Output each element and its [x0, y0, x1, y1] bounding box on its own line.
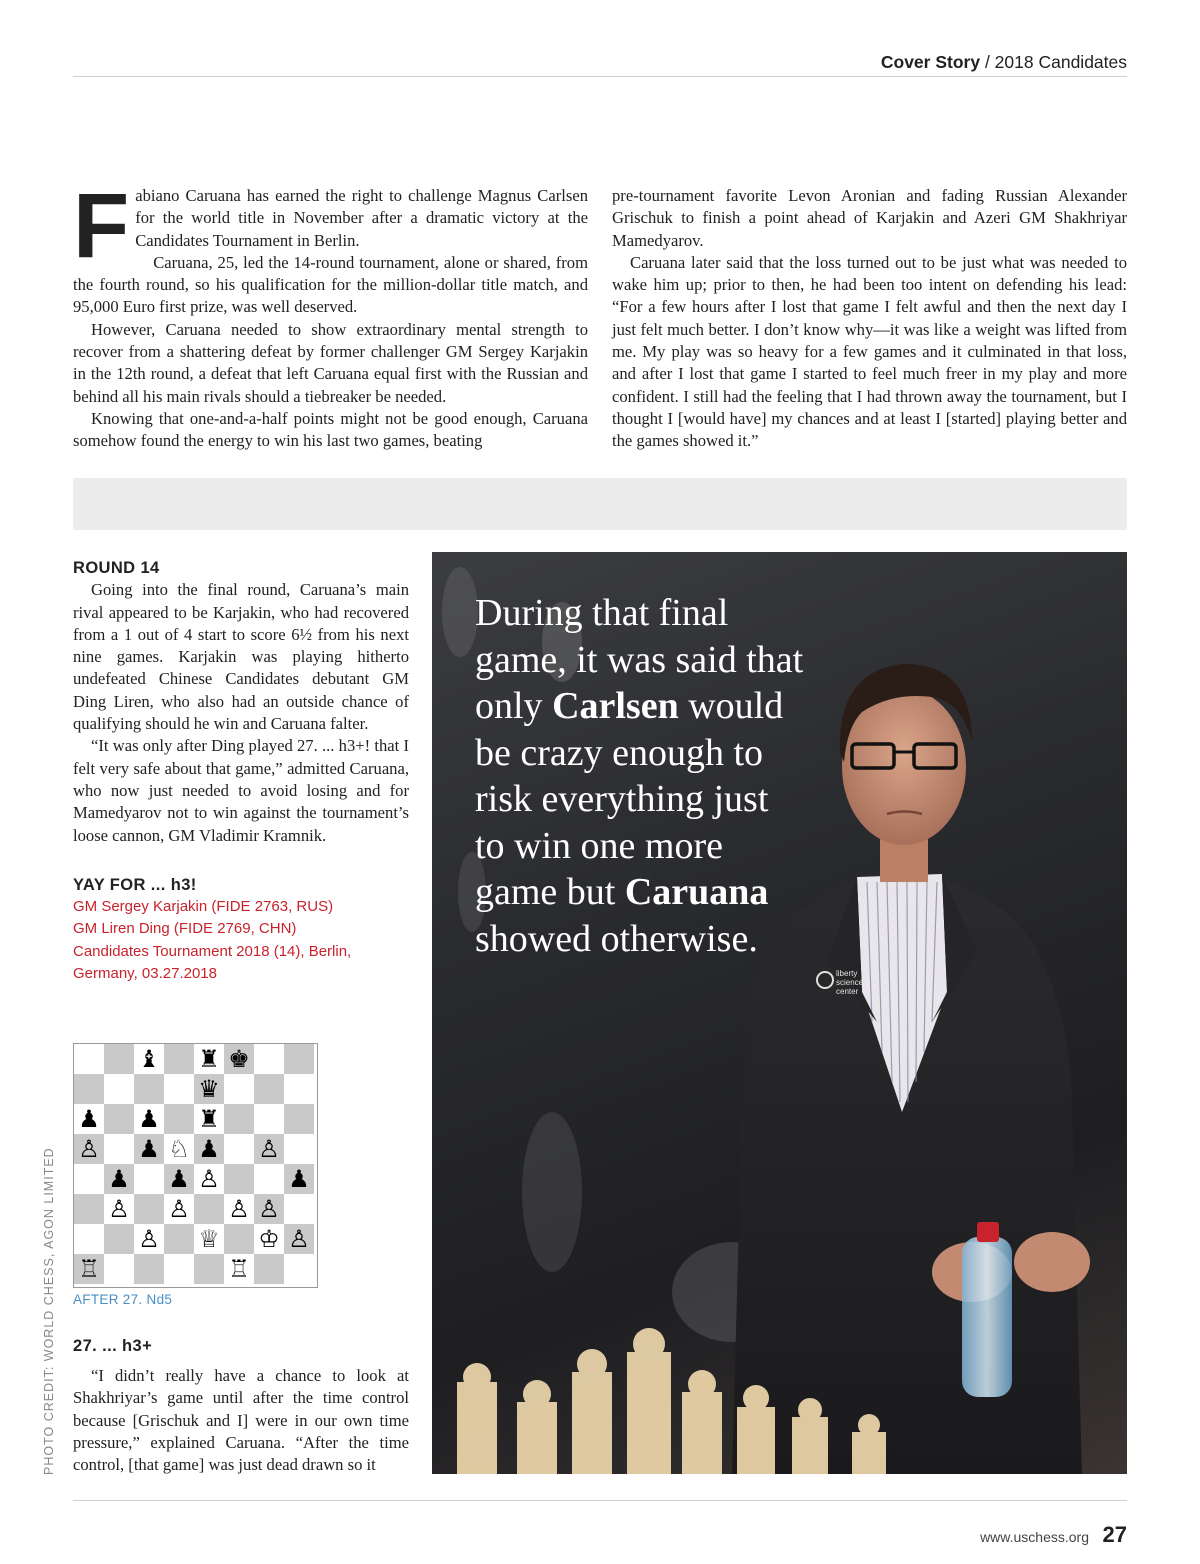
round14-section: [73, 557, 409, 985]
board-square: [224, 1074, 254, 1104]
board-square: [254, 1044, 284, 1074]
round14-heading: ROUND 14: [73, 559, 160, 577]
white-pawn-icon: ♙: [198, 1165, 220, 1193]
white-rook-icon: ♖: [78, 1255, 100, 1283]
move-commentary: [73, 1365, 409, 1476]
white-pawn-icon: ♙: [258, 1135, 280, 1163]
commentary-paragraph: “I didn’t really have a chance to look at Shakhriyar’s game until after the time control because [Grischuk and I] were in our own time pressure,” explained Caruana. “After the time control, [that game] was just dead drawn so it: [73, 1366, 409, 1475]
board-square: [134, 1164, 164, 1194]
board-square: [194, 1194, 224, 1224]
section-label: Cover Story: [880, 52, 981, 72]
footer-rule: [73, 1500, 1127, 1501]
black-queen-icon: ♛: [198, 1075, 220, 1103]
footer-url: www.uschess.org: [980, 1529, 1089, 1545]
board-square: [164, 1254, 194, 1284]
photo-credit: PHOTO CREDIT: WORLD CHESS, AGON LIMITED: [42, 1147, 56, 1475]
black-pawn-icon: ♟: [168, 1165, 190, 1193]
black-pawn-icon: ♟: [108, 1165, 130, 1193]
white-pawn-icon: ♙: [108, 1195, 130, 1223]
board-square: [224, 1164, 254, 1194]
black-bishop-icon: ♝: [138, 1045, 160, 1073]
black-pawn-icon: ♟: [138, 1135, 160, 1163]
board-square: [164, 1074, 194, 1104]
diagram-caption: AFTER 27. Nd5: [73, 1292, 173, 1307]
jacket-badge: liberty: [836, 969, 858, 978]
intro-column-right: [612, 185, 1127, 453]
intro-paragraph: Caruana later said that the loss turned out to be just what was needed to wake him up; prior to then, he had been too intent on defending his lead: “For a few hours after I lost that game I felt awful and then the next day I just felt much better. I don’t know why—it was like a weight was lifted from me. My play was so heavy for a few games and it culminated in that loss, and after I lost that game I started to feel much freer in my play and more confident. I still had the feeling that I had thrown away the tournament, but I thought I [would have] my chances and at least I [started] playing better and the games showed it.”: [612, 252, 1127, 451]
board-square: [164, 1224, 194, 1254]
board-square: [74, 1074, 104, 1104]
black-pawn-icon: ♟: [288, 1165, 310, 1193]
board-square: [74, 1224, 104, 1254]
board-square: [284, 1194, 314, 1224]
intro-column-left: [73, 175, 588, 453]
board-square: [104, 1254, 134, 1284]
black-rook-icon: ♜: [198, 1045, 220, 1073]
game-heading: YAY FOR ... h3!: [73, 875, 197, 894]
black-pawn-icon: ♟: [198, 1135, 220, 1163]
move-heading: 27. ... h3+: [73, 1337, 153, 1355]
intro-paragraph: Fabiano Caruana has earned the right to challenge Magnus Carlsen for the world title in November after a dramatic victory at the Candidates Tournament in Berlin.: [73, 175, 588, 277]
round14-paragraph: Going into the final round, Caruana’s main rival appeared to be Karjakin, who had recovered from a 1 out of 4 start to score 6½ from his next nine games. Karjakin was playing hitherto undefeated Chinese Candidates debutant GM Ding Liren, who also had an outside chance of qualifying should he win and Caruana falter.: [73, 580, 409, 734]
board-square: [164, 1104, 194, 1134]
svg-text:science: science: [836, 978, 864, 987]
board-square: [104, 1044, 134, 1074]
white-pawn-icon: ♙: [168, 1195, 190, 1223]
white-pawn-icon: ♙: [138, 1225, 160, 1253]
board-square: [104, 1104, 134, 1134]
board-square: [284, 1254, 314, 1284]
svg-text:center: center: [836, 987, 859, 996]
quote-name-caruana: Caruana: [624, 871, 769, 913]
game-event: Candidates Tournament 2018 (14), Berlin, Germany, 03.27.2018: [73, 942, 352, 983]
divider-band: [73, 478, 1127, 530]
board-square: [104, 1074, 134, 1104]
board-square: [224, 1224, 254, 1254]
board-square: [164, 1044, 194, 1074]
white-king-icon: ♔: [258, 1225, 280, 1253]
board-square: [194, 1254, 224, 1284]
white-queen-icon: ♕: [198, 1225, 220, 1253]
board-square: [284, 1134, 314, 1164]
board-square: [74, 1164, 104, 1194]
game-black-player: GM Liren Ding (FIDE 2769, CHN): [73, 920, 297, 938]
header-separator: /: [980, 52, 995, 72]
board-square: [254, 1254, 284, 1284]
running-header: [73, 52, 1127, 74]
topic-label: 2018 Candidates: [994, 52, 1127, 72]
page-number: 27: [1102, 1522, 1127, 1547]
black-pawn-icon: ♟: [138, 1105, 160, 1133]
board-square: [224, 1104, 254, 1134]
white-rook-icon: ♖: [228, 1255, 250, 1283]
board-square: [134, 1074, 164, 1104]
board-square: [224, 1134, 254, 1164]
board-square: [284, 1074, 314, 1104]
board-square: [254, 1074, 284, 1104]
board-square: [74, 1044, 104, 1074]
board-square: [104, 1224, 134, 1254]
board-square: [134, 1254, 164, 1284]
pull-quote: During that final game, it was said that only Carlsen would be crazy enough to risk everything just to win one more game but Caruana showed otherwise.: [475, 592, 804, 960]
intro-paragraph: pre-tournament favorite Levon Aronian and fading Russian Alexander Grischuk to finish a point ahead of Karjakin and Azeri GM Shakhriyar Mamedyarov.: [612, 186, 1127, 250]
white-knight-icon: ♘: [168, 1135, 190, 1163]
black-king-icon: ♚: [228, 1045, 250, 1073]
black-rook-icon: ♜: [198, 1105, 220, 1133]
board-square: [254, 1164, 284, 1194]
chess-diagram: [73, 1043, 318, 1288]
board-square: [74, 1194, 104, 1224]
board-square: [284, 1104, 314, 1134]
board-square: [284, 1044, 314, 1074]
board-square: [104, 1134, 134, 1164]
black-pawn-icon: ♟: [78, 1105, 100, 1133]
white-pawn-icon: ♙: [288, 1225, 310, 1253]
quote-name-carlsen: Carlsen: [552, 685, 679, 727]
white-pawn-icon: ♙: [78, 1135, 100, 1163]
board-square: [134, 1194, 164, 1224]
board-square: [254, 1104, 284, 1134]
round14-paragraph: “It was only after Ding played 27. ... h3+! that I felt very safe about that game,” admitted Caruana, who now just needed to avoid losing and for Mamedyarov not to win against the tournament’s loose cannon, GM Vladimir Kramnik.: [73, 736, 409, 845]
intro-paragraph: However, Caruana needed to show extraordinary mental strength to recover from a shattering defeat by former challenger GM Sergey Karjakin in the 12th round, a defeat that left Caruana equal first with the Russian and behind all his main rivals should a tiebreaker be needed.: [73, 319, 588, 406]
dropcap: F: [73, 175, 130, 277]
white-pawn-icon: ♙: [228, 1195, 250, 1223]
white-pawn-icon: ♙: [258, 1195, 280, 1223]
intro-paragraph: Caruana, 25, led the 14-round tournament, alone or shared, from the fourth round, so his qualification for the million-dollar title match, and 95,000 Euro first prize, was well deserved.: [73, 252, 588, 317]
header-rule: [73, 76, 1127, 77]
intro-paragraph: Knowing that one-and-a-half points might not be good enough, Caruana somehow found the energy to win his last two games, beating: [73, 408, 588, 451]
game-white-player: GM Sergey Karjakin (FIDE 2763, RUS): [73, 898, 334, 916]
